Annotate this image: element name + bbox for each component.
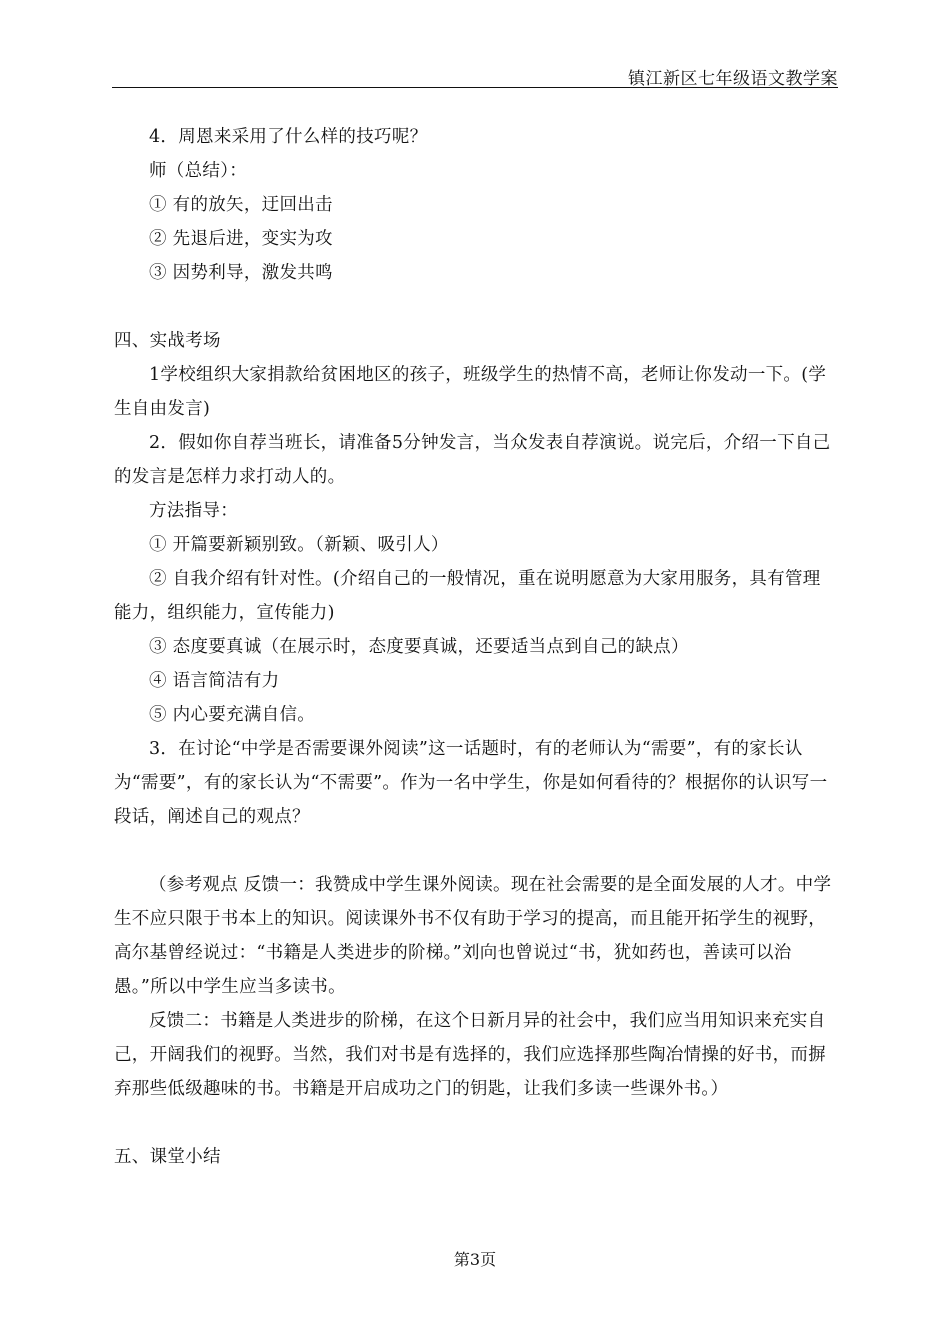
exercise-3: 3．在讨论“中学是否需要课外阅读”这一话题时，有的老师认为“需要”，有的家长认为“需要”，有的家长认为“不需要”。作为一名中学生，你是如何看待的？根据你的认识写一段话，阐述自己的观点？ — [114, 739, 828, 827]
exercise-1: 1学校组织大家捐款给贫困地区的孩子，班级学生的热情不高，老师让你发动一下。(学生自由发言) — [114, 365, 827, 419]
header-divider — [112, 87, 838, 88]
summary-label: 师（总结）： — [149, 161, 248, 181]
technique-3: ③ 因势利导，激发共鸣 — [149, 263, 333, 283]
method-3: ③ 态度要真诚（在展示时，态度要真诚，还要适当点到自己的缺点） — [149, 637, 689, 657]
spacer — [114, 834, 838, 868]
exercise-2: 2．假如你自荐当班长，请准备5分钟发言，当众发表自荐演说。说完后，介绍一下自己的发言是怎样力求打动人的。 — [114, 433, 831, 487]
method-label: 方法指导： — [149, 501, 238, 521]
document-body — [114, 120, 838, 1174]
section-4-heading: 四、实战考场 — [114, 331, 221, 351]
spacer — [114, 1106, 838, 1140]
method-1: ① 开篇要新颖别致。（新颖、吸引人） — [149, 535, 449, 555]
technique-1: ① 有的放矢，迂回出击 — [149, 195, 333, 215]
method-5: ⑤ 内心要充满自信。 — [149, 705, 316, 725]
header-title: 镇江新区七年级语文教学案 — [628, 69, 838, 89]
section-5-heading: 五、课堂小结 — [114, 1147, 221, 1167]
method-2: ② 自我介绍有针对性。(介绍自己的一般情况，重在说明愿意为大家用服务，具有管理能力，组织能力，宣传能力) — [114, 569, 821, 623]
reference-feedback-2: 反馈二：书籍是人类进步的阶梯，在这个日新月异的社会中，我们应当用知识来充实自己，开阔我们的视野。当然，我们对书是有选择的，我们应选择那些陶冶情操的好书，而摒弃那些低级趣味的书。书籍是开启成功之门的钥匙，让我们多读一些课外书。） — [114, 1011, 826, 1099]
page-number: 第3页 — [453, 1250, 497, 1269]
reference-feedback-1: （参考观点 反馈一：我赞成中学生课外阅读。现在社会需要的是全面发展的人才。中学生不应只限于书本上的知识。阅读课外书不仅有助于学习的提高，而且能开拓学生的视野，高尔基曾经说过：“书籍是人类进步的阶梯。”刘向也曾说过“书，犹如药也，善读可以治愚。”所以中学生应当多读书。 — [114, 875, 832, 997]
technique-2: ② 先退后进，变实为攻 — [149, 229, 333, 249]
spacer — [114, 290, 838, 324]
question-4: 4．周恩来采用了什么样的技巧呢？ — [149, 127, 428, 147]
method-4: ④ 语言简洁有力 — [149, 671, 280, 691]
